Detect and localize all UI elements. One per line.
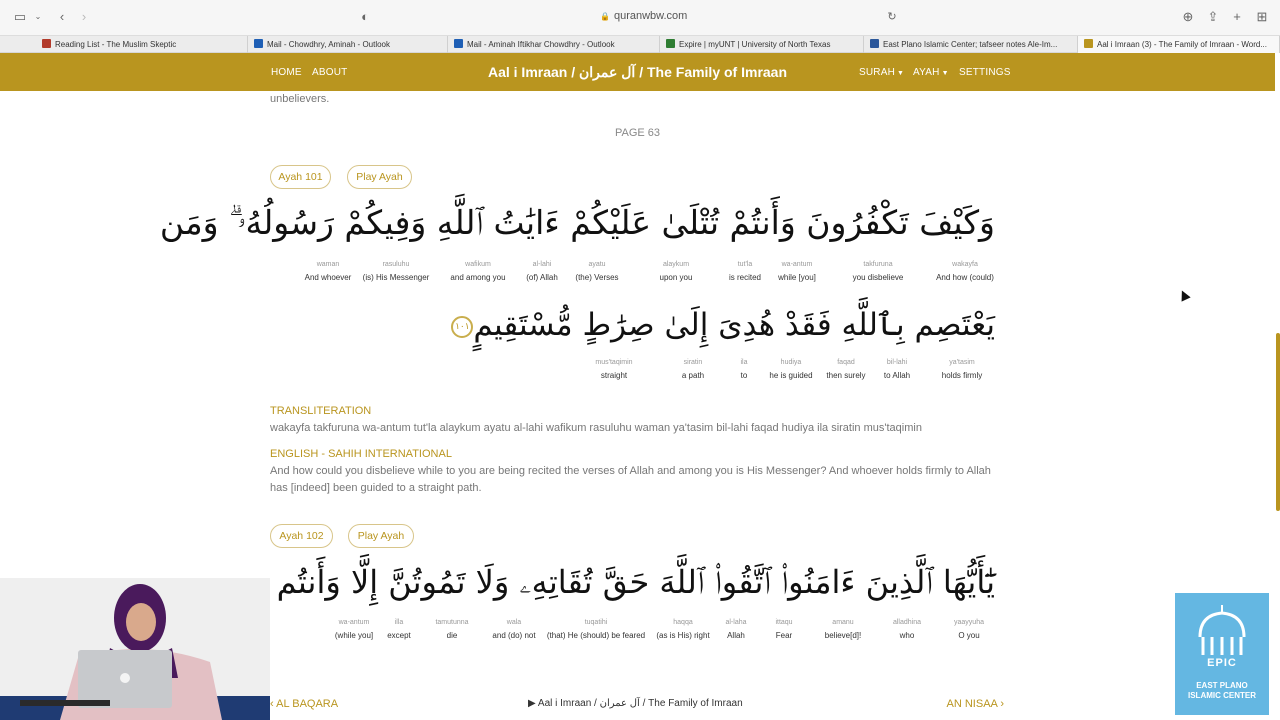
page-title: Aal i Imraan / آل عمران / The Family of Imraan	[487, 64, 788, 80]
word-meaning: Allah	[727, 631, 745, 640]
logo-subtitle	[1175, 681, 1269, 701]
previous-translation-tail: unbelievers.	[270, 93, 330, 105]
word[interactable]	[828, 261, 928, 282]
chevron-down-icon: ▼	[897, 70, 905, 77]
word-translit: wa-antum	[338, 619, 370, 626]
word-meaning: is recited	[728, 273, 761, 282]
transliteration-heading: TRANSLITERATION	[270, 405, 372, 417]
next-surah-label: AN NISAA	[946, 698, 998, 710]
nav-ayah-label: AYAH	[913, 67, 940, 78]
word-meaning: and (do) not	[492, 631, 536, 640]
word-meaning: holds firmly	[941, 371, 983, 380]
browser-tab[interactable]	[248, 36, 448, 53]
chevron-down-icon[interactable]: ⌄	[34, 12, 42, 21]
word-translit: wa-antum	[781, 261, 813, 268]
nav-surah-label: SURAH	[859, 67, 896, 78]
next-surah-link[interactable]	[947, 698, 1004, 710]
nav-ayah[interactable]	[913, 67, 949, 78]
browser-toolbar	[0, 0, 1280, 35]
word-meaning: and among you	[450, 273, 506, 282]
epic-logo	[1175, 593, 1269, 715]
tab-favicon-icon	[1084, 39, 1093, 48]
word-translit: wala	[506, 619, 522, 626]
word-translit: ya'tasim	[949, 359, 975, 366]
word-meaning: (of) Allah	[526, 273, 558, 282]
address-bar[interactable]	[600, 10, 687, 22]
tab-label: Mail - Chowdhry, Aminah - Outlook	[267, 40, 391, 49]
tab-bar	[0, 35, 1280, 53]
word-meaning: Fear	[775, 631, 793, 640]
tab-label: Reading List - The Muslim Skeptic	[55, 40, 177, 49]
presenter-video	[0, 578, 270, 720]
ayah-101-button[interactable]: Ayah 101	[270, 165, 331, 189]
word[interactable]	[919, 619, 1019, 640]
previous-surah-link[interactable]	[270, 698, 338, 710]
play-ayah-101-button[interactable]: Play Ayah	[347, 165, 412, 189]
tab-favicon-icon	[42, 39, 51, 48]
word-translit: ittaqu	[775, 619, 793, 626]
word-meaning: (as is His) right	[656, 631, 710, 640]
word-meaning: straight	[600, 371, 628, 380]
word-meaning: then surely	[826, 371, 866, 380]
ayah-end-marker-icon: ١٠١	[451, 316, 473, 338]
word-meaning: to Allah	[883, 371, 911, 380]
word-meaning: upon you	[659, 273, 693, 282]
word-translit: yaayyuha	[954, 619, 984, 626]
tab-favicon-icon	[254, 39, 263, 48]
sidebar-toggle-icon[interactable]: ▭	[13, 9, 27, 24]
word-translit: alaykum	[662, 261, 690, 268]
reload-icon[interactable]: ↻	[887, 11, 897, 23]
word-meaning: And how (could)	[936, 273, 994, 282]
word-meaning: (while you]	[334, 631, 374, 640]
browser-tab[interactable]	[660, 36, 864, 53]
word-translit: tut'la	[737, 261, 753, 268]
tab-label: Aal i Imraan (3) - The Family of Imraan - Word...	[1097, 40, 1267, 49]
chevron-left-icon: ‹	[270, 698, 277, 710]
ayah-101-line-2-text: يَعْتَصِم بِٱللَّهِ فَقَدْ هُدِىَ إِلَىٰ صِرَٰطٍ مُّسْتَقِيمٍ	[473, 307, 995, 343]
nav-settings[interactable]: SETTINGS	[959, 67, 1011, 78]
page-number: PAGE 63	[614, 127, 661, 139]
chevron-right-icon: ›	[997, 698, 1004, 710]
word-translit: bil-lahi	[886, 359, 908, 366]
download-icon[interactable]: ⊕	[1182, 9, 1194, 24]
logo-subtitle-line-2: ISLAMIC CENTER	[1188, 691, 1256, 700]
word[interactable]	[546, 619, 646, 640]
word-translit: ila	[740, 359, 748, 366]
now-playing[interactable]	[528, 698, 743, 709]
word[interactable]	[915, 261, 1015, 282]
shield-icon[interactable]: ◐	[361, 9, 369, 24]
word-meaning: to	[740, 371, 748, 380]
tab-label: East Plano Islamic Center; tafseer notes Ale-Im...	[883, 40, 1058, 49]
browser-tab[interactable]	[36, 36, 248, 53]
ayah-102-arabic-line-1: يَٰٓأَيُّهَا ٱلَّذِينَ ءَامَنُوا۟ ٱتَّقُوا۟ ٱللَّهَ حَقَّ تُقَاتِهِۦ وَلَا تَمُوتُنَّ إِلَّا وَأَنتُم	[276, 563, 995, 601]
logo-subtitle-line-1: EAST PLANO	[1196, 681, 1248, 690]
word-translit: faqad	[837, 359, 855, 366]
previous-surah-label: AL BAQARA	[276, 698, 339, 710]
word-translit: wakayfa	[952, 261, 978, 268]
word-meaning: believe[d]!	[824, 631, 862, 640]
word-translit: haqqa	[673, 619, 693, 626]
word-meaning: (is) His Messenger	[362, 273, 430, 282]
word-meaning: who	[899, 631, 915, 640]
english-heading: ENGLISH - SAHIH INTERNATIONAL	[270, 448, 452, 460]
word-meaning: you disbelieve	[852, 273, 904, 282]
word-translit: tuqatihi	[584, 619, 608, 626]
browser-tab[interactable]	[448, 36, 660, 53]
new-tab-icon[interactable]: +	[1233, 9, 1241, 24]
word-translit: ayatu	[588, 261, 606, 268]
word-translit: rasuluhu	[382, 261, 410, 268]
word-translit: waman	[316, 261, 340, 268]
word-translit: amanu	[832, 619, 854, 626]
tab-favicon-icon	[666, 39, 675, 48]
logo-title: EPIC	[1207, 657, 1237, 669]
forward-icon[interactable]: ›	[81, 9, 87, 24]
word-translit: takfuruna	[863, 261, 893, 268]
url-text: quranwbw.com	[613, 10, 688, 22]
word-translit: tamutunna	[435, 619, 469, 626]
surah-footer-nav	[270, 692, 1010, 720]
word-meaning: die	[446, 631, 458, 640]
tab-label: Expire | myUNT | University of North Texas	[679, 40, 831, 49]
ayah-101-arabic-line-1: وَكَيْفَ تَكْفُرُونَ وَأَنتُمْ تُتْلَىٰ عَلَيْكُمْ ءَايَٰتُ ٱللَّهِ وَفِيكُمْ رَسُولُهُۥ ۗ وَمَن	[159, 203, 995, 242]
word-meaning: (that) He (should) be feared	[546, 631, 646, 640]
nav-surah[interactable]	[859, 67, 904, 78]
word-meaning: he is guided	[769, 371, 813, 380]
browser-tab[interactable]	[864, 36, 1078, 53]
play-icon: ▶	[528, 698, 538, 709]
word[interactable]	[912, 359, 1012, 380]
word-translit: illa	[394, 619, 404, 626]
word-translit: hudiya	[780, 359, 802, 366]
chevron-down-icon: ▼	[941, 70, 949, 77]
word-meaning: a path	[681, 371, 705, 380]
play-ayah-102-button[interactable]: Play Ayah	[348, 524, 414, 548]
english-translation: And how could you disbelieve while to you are being recited the verses of Allah and among you is His Messenger? And whoever holds firmly to Allah has [indeed] been guided to a straight path.	[270, 465, 991, 494]
browser-tab-active[interactable]	[1078, 36, 1280, 53]
ayah-101-words-1	[0, 261, 1275, 291]
word-translit: al-laha	[725, 619, 747, 626]
transliteration-text: wakayfa takfuruna wa-antum tut'la alaykum ayatu al-lahi wafikum rasuluhu waman ya'tasim bil-lahi faqad hudiya ila siratin mus'taqimin	[270, 422, 922, 434]
word-translit: alladhina	[892, 619, 922, 626]
word-meaning: (the) Verses	[575, 273, 619, 282]
current-surah-label: Aal i Imraan / آل عمران / The Family of Imraan	[537, 698, 743, 709]
ayah-101-words-2	[0, 359, 1275, 389]
presenter-video-frame	[0, 578, 270, 720]
share-icon[interactable]: ⇪	[1207, 9, 1219, 24]
word-translit: al-lahi	[532, 261, 552, 268]
tab-label: Mail - Aminah Iftikhar Chowdhry - Outlook	[467, 40, 615, 49]
word-meaning: except	[387, 631, 411, 640]
nav-about[interactable]: ABOUT	[312, 67, 348, 78]
tab-favicon-icon	[454, 39, 463, 48]
ayah-101-arabic-line-2	[443, 307, 995, 343]
word-translit: mus'taqimin	[595, 359, 633, 366]
ayah-102-button[interactable]: Ayah 102	[270, 524, 333, 548]
word-meaning: O you	[958, 631, 980, 640]
word-meaning: And whoever	[304, 273, 352, 282]
site-header	[0, 53, 1275, 91]
word-meaning: while [you]	[778, 273, 816, 282]
tab-favicon-icon	[870, 39, 879, 48]
mosque-icon	[1175, 593, 1269, 663]
word-translit: siratin	[683, 359, 703, 366]
lock-icon: 🔒	[600, 12, 610, 21]
back-icon[interactable]: ‹	[59, 9, 65, 24]
nav-home[interactable]: HOME	[271, 67, 302, 78]
tab-overview-icon[interactable]: ⊞	[1256, 9, 1268, 24]
scrollbar-thumb[interactable]	[1276, 333, 1280, 511]
word-translit: wafikum	[465, 261, 491, 268]
